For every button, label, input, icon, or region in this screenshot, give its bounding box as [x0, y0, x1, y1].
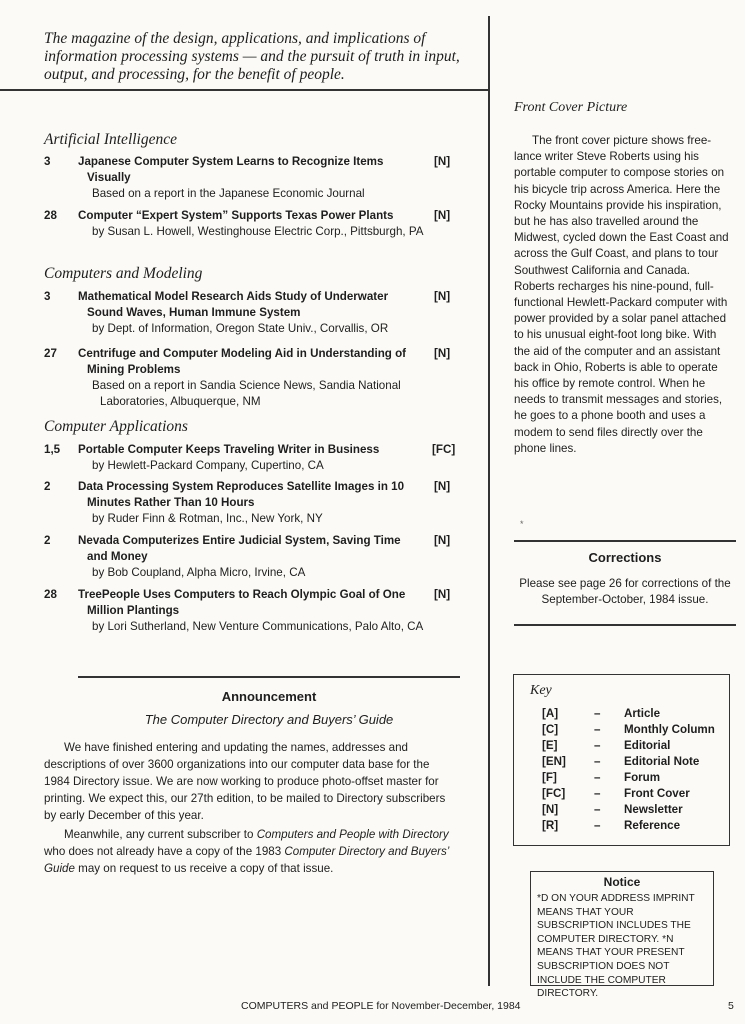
entry-page: 2: [44, 534, 51, 547]
announcement-paragraph: [44, 826, 458, 877]
key-dash: –: [594, 803, 601, 816]
corrections-text: Please see page 26 for corrections of the September-October, 1984 issue.: [519, 577, 731, 606]
key-dash: –: [594, 819, 601, 832]
key-label: Newsletter: [624, 803, 683, 816]
section-heading: Artificial Intelligence: [44, 131, 177, 148]
key-label: Reference: [624, 819, 681, 832]
corrections-rule-bottom: [514, 624, 736, 626]
page-number: 5: [728, 1000, 734, 1012]
key-dash: –: [594, 739, 601, 752]
key-label: Editorial Note: [624, 755, 700, 768]
announcement-text: Meanwhile, any current subscriber to: [64, 828, 257, 841]
announcement-paragraph: We have finished entering and updating the names, addresses and descriptions of over 3600 organizations into our computer data base for the 1984 Directory issue. We are now working to produce photo-offset master for printing. We expect this, our 27th edition, to be mailed to Directory subscribers by early December of this year.: [44, 741, 446, 822]
key-code: [N]: [542, 803, 559, 816]
entry-source: by Bob Coupland, Alpha Micro, Irvine, CA: [92, 566, 306, 579]
entry-source: by Lori Sutherland, New Venture Communications, Palo Alto, CA: [92, 620, 424, 633]
announcement-text: who does not already have a copy of the 1983: [44, 845, 285, 858]
section-heading: Computers and Modeling: [44, 265, 203, 282]
entry-title: Nevada Computerizes Entire Judicial System, Saving Time and Money: [78, 534, 401, 563]
entry-source: by Hewlett-Packard Company, Cupertino, CA: [92, 459, 324, 472]
entry-code: [N]: [434, 534, 451, 547]
toc-entry[interactable]: [44, 346, 464, 410]
section-heading: Computer Applications: [44, 418, 188, 435]
publication-title: Computers and People with Directory: [256, 828, 449, 841]
key-row: [542, 723, 732, 739]
key-label: Monthly Column: [624, 723, 715, 736]
toc-entry[interactable]: [44, 208, 464, 240]
key-row: [542, 739, 732, 755]
notice-heading: Notice: [603, 875, 641, 889]
entry-source: Based on a report in Sandia Science News, Sandia National Laboratories, Albuquerque, NM: [92, 379, 401, 408]
key-row: [542, 819, 732, 835]
key-code: [FC]: [542, 787, 566, 800]
key-row: [542, 787, 732, 803]
entry-code: [N]: [434, 588, 451, 601]
toc-entry[interactable]: [44, 289, 464, 337]
key-dash: –: [594, 707, 601, 720]
asterisk-mark: *: [520, 519, 524, 529]
entry-source: by Susan L. Howell, Westinghouse Electric Corp., Pittsburgh, PA: [92, 225, 424, 238]
announcement-rule: [78, 676, 460, 678]
key-label: Front Cover: [624, 787, 690, 800]
entry-page: 1,5: [44, 443, 61, 456]
key-code: [C]: [542, 723, 559, 736]
key-row: [542, 755, 732, 771]
entry-code: [N]: [434, 209, 451, 222]
announcement-subtitle: The Computer Directory and Buyers’ Guide: [144, 712, 394, 727]
entry-page: 2: [44, 480, 51, 493]
key-label: Forum: [624, 771, 661, 784]
entry-code: [FC]: [432, 443, 456, 456]
key-row: [542, 803, 732, 819]
entry-page: 3: [44, 155, 51, 168]
entry-page: 28: [44, 209, 57, 222]
entry-page: 27: [44, 347, 57, 360]
entry-title: TreePeople Uses Computers to Reach Olympic Goal of One Million Plantings: [78, 588, 406, 617]
front-cover-heading: Front Cover Picture: [514, 100, 628, 115]
entry-page: 3: [44, 290, 51, 303]
entry-code: [N]: [434, 480, 451, 493]
toc-entry[interactable]: [44, 587, 464, 635]
key-dash: –: [594, 787, 601, 800]
entry-code: [N]: [434, 347, 451, 360]
key-heading: Key: [530, 683, 552, 698]
key-label: Article: [624, 707, 661, 720]
corrections-rule-top: [514, 540, 736, 542]
notice-box: [530, 871, 714, 1000]
entry-title: Japanese Computer System Learns to Recognize Items Visually: [78, 155, 384, 184]
key-label: Editorial: [624, 739, 671, 752]
key-row: [542, 771, 732, 787]
entry-source: by Ruder Finn & Rotman, Inc., New York, NY: [92, 512, 323, 525]
key-code: [EN]: [542, 755, 566, 768]
key-row: [542, 707, 732, 723]
toc-entry[interactable]: [44, 533, 464, 581]
key-dash: –: [594, 723, 601, 736]
notice-text: *D ON YOUR ADDRESS IMPRINT MEANS THAT YOUR SUBSCRIPTION INCLUDES THE COMPUTER DIRECTORY. *N MEANS THAT YOUR PRESENT SUBSCRIPTION DOES NOT INCLUDE THE COMPUTER DIRECTORY.: [537, 893, 695, 1000]
corrections-heading: Corrections: [588, 550, 662, 565]
key-code: [F]: [542, 771, 557, 784]
entry-title: Computer “Expert System” Supports Texas Power Plants: [78, 209, 394, 222]
masthead-tagline: The magazine of the design, applications, and implications of information processing systems — and the pursuit of truth in input, output, and processing, for the benefit of people.: [44, 30, 460, 83]
entry-source: Based on a report in the Japanese Economic Journal: [92, 187, 365, 200]
entry-title: Mathematical Model Research Aids Study of Underwater Sound Waves, Human Immune System: [78, 290, 389, 319]
entry-source: by Dept. of Information, Oregon State Univ., Corvallis, OR: [92, 322, 389, 335]
key-dash: –: [594, 771, 601, 784]
key-code: [E]: [542, 739, 558, 752]
key-box: [513, 674, 730, 846]
toc-entry[interactable]: [44, 154, 464, 202]
announcement-title: Announcement: [221, 689, 317, 704]
key-dash: –: [594, 755, 601, 768]
entry-title: Data Processing System Reproduces Satellite Images in 10 Minutes Rather Than 10 Hours: [78, 480, 405, 509]
key-code: [R]: [542, 819, 559, 832]
entry-code: [N]: [434, 290, 451, 303]
entry-code: [N]: [434, 155, 451, 168]
toc-entry[interactable]: [44, 442, 464, 474]
entry-title: Centrifuge and Computer Modeling Aid in Understanding of Mining Problems: [78, 347, 407, 376]
publication-title: Computer Directory and Buyers’ Guide: [44, 845, 449, 875]
toc-entry[interactable]: [44, 479, 464, 527]
column-divider: [488, 16, 490, 986]
entry-title: Portable Computer Keeps Traveling Writer in Business: [78, 443, 380, 456]
top-rule: [0, 89, 488, 91]
front-cover-text: The front cover picture shows free-lance writer Steve Roberts using his portable computer to compose stories on his bicycle trip across America. Here the Rocky Mountains provide his inspiration, but he has also travelled around the Midwest, cycled down the East Coast and across the Gulf Coast, and plans to tour Southwest California and Canada. Roberts recharges his nine-pound, full-functional Hewlett-Packard computer with power provided by a solar panel attached to his unusual eight-foot long bike. With the aid of the computer and an assistant back in Ohio, Roberts is able to operate his office by remote control. When he needs to transmit messages and stories, he goes to a phone booth and uses a modem to send files directly over the phone lines.: [514, 134, 729, 455]
entry-page: 28: [44, 588, 57, 601]
announcement-text: may on request to us receive a copy of that issue.: [74, 862, 334, 875]
key-code: [A]: [542, 707, 559, 720]
page-footer: COMPUTERS and PEOPLE for November-December, 1984: [241, 1000, 521, 1012]
